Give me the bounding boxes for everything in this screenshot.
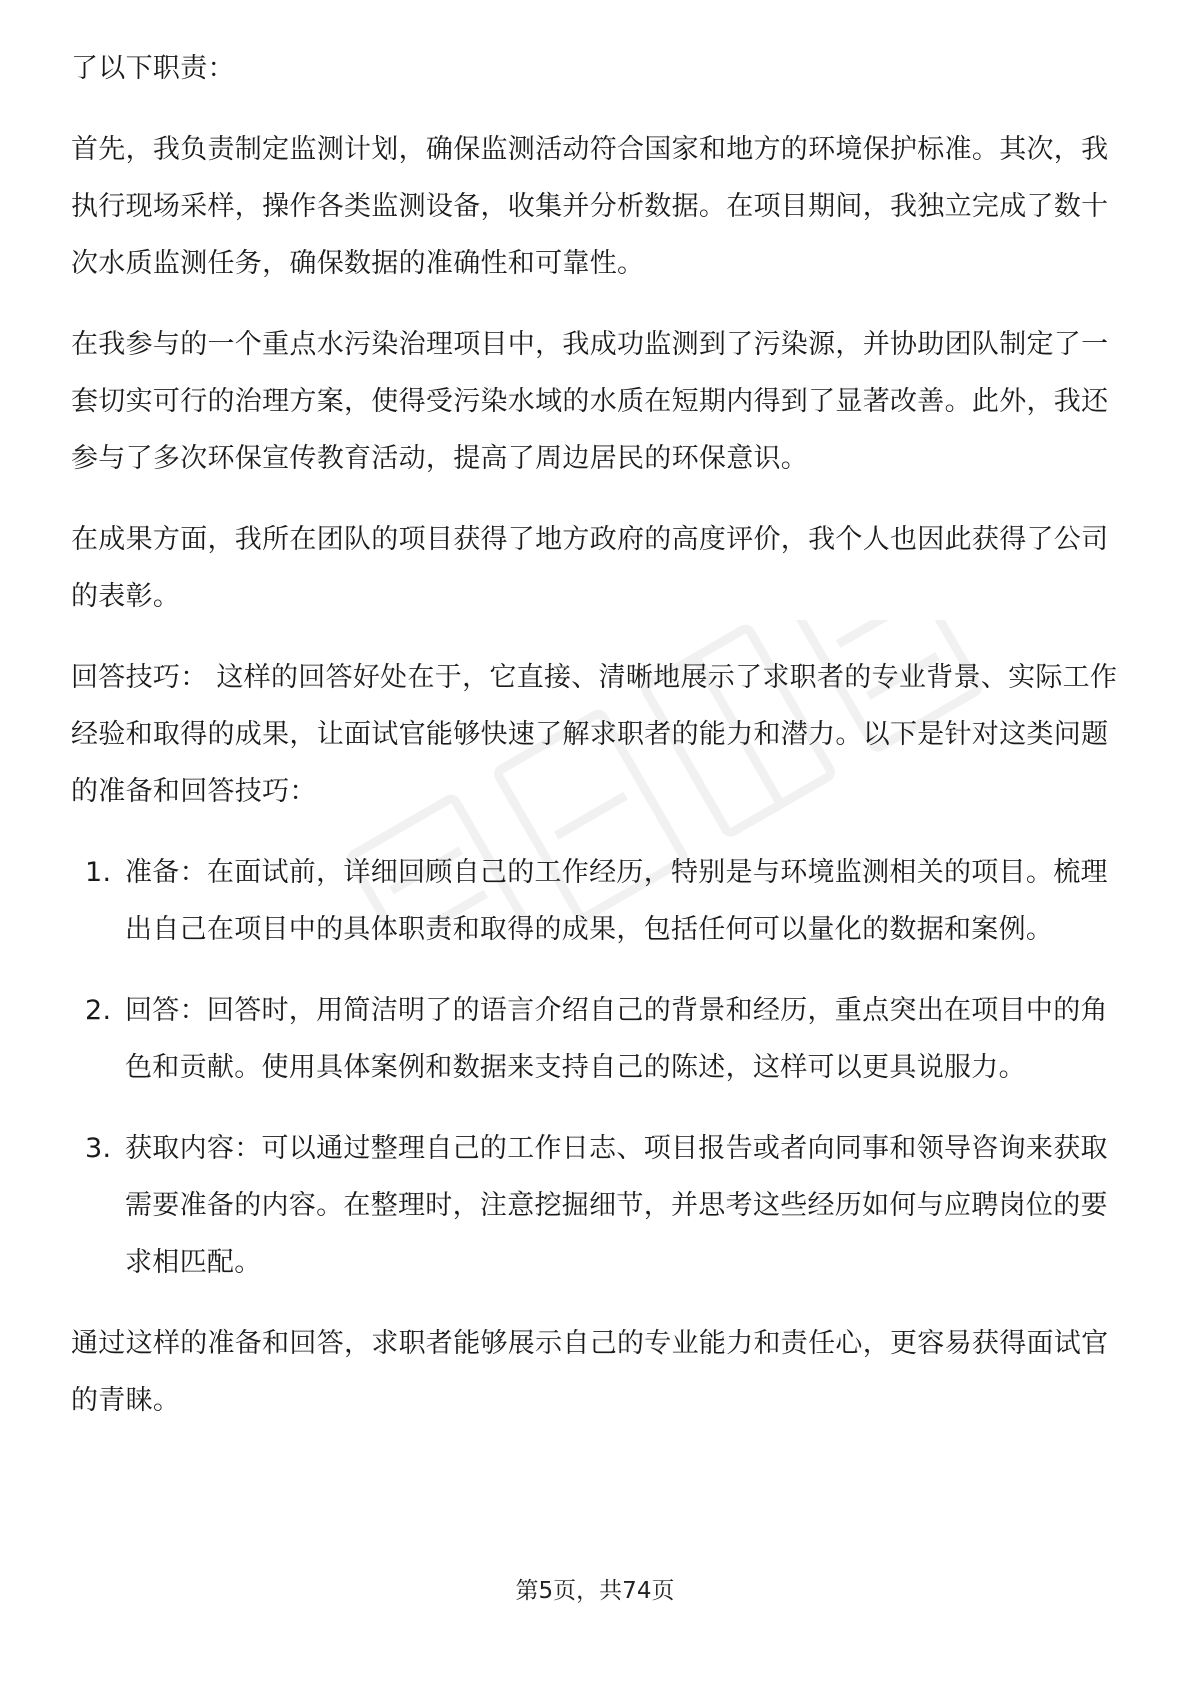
paragraph-tips: 回答技巧： 这样的回答好处在于，它直接、清晰地展示了求职者的专业背景、实际工作经验和取得的成果，让面试官能够快速了解求职者的能力和潜力。以下是针对这类问题的准备和回答技巧： bbox=[71, 662, 1118, 807]
list-item-text: 准备：在面试前，详细回顾自己的工作经历，特别是与环境监测相关的项目。梳理出自己在项目中的具体职责和取得的成果，包括任何可以量化的数据和案例。 bbox=[125, 857, 1108, 945]
list-item bbox=[71, 844, 1131, 958]
list-item-text: 获取内容：可以通过整理自己的工作日志、项目报告或者向同事和领导咨询来获取需要准备的内容。在整理时，注意挖掘细节，并思考这些经历如何与应聘岗位的要求相匹配。 bbox=[125, 1133, 1108, 1278]
paragraph-intro: 了以下职责： bbox=[71, 53, 235, 84]
page-number: 第5页，共74页 bbox=[515, 1578, 675, 1604]
list-item-text: 回答：回答时，用简洁明了的语言介绍自己的背景和经历，重点突出在项目中的角色和贡献。使用具体案例和数据来支持自己的陈述，这样可以更具说服力。 bbox=[125, 995, 1108, 1083]
list-item bbox=[71, 982, 1131, 1096]
tips-list bbox=[71, 844, 1131, 1291]
paragraph-closing: 通过这样的准备和回答，求职者能够展示自己的专业能力和责任心，更容易获得面试官的青睐。 bbox=[71, 1328, 1109, 1416]
paragraph-duties: 首先，我负责制定监测计划，确保监测活动符合国家和地方的环境保护标准。其次，我执行现场采样，操作各类监测设备，收集并分析数据。在项目期间，我独立完成了数十次水质监测任务，确保数据的准确性和可靠性。 bbox=[71, 134, 1109, 279]
list-item-number: 3. bbox=[85, 1133, 112, 1164]
list-item bbox=[71, 1120, 1131, 1291]
paragraph-results: 在成果方面，我所在团队的项目获得了地方政府的高度评价，我个人也因此获得了公司的表彰。 bbox=[71, 524, 1109, 612]
list-item-number: 1. bbox=[85, 857, 112, 888]
document-body bbox=[71, 40, 1131, 1453]
paragraph-project: 在我参与的一个重点水污染治理项目中，我成功监测到了污染源，并协助团队制定了一套切实可行的治理方案，使得受污染水域的水质在短期内得到了显著改善。此外，我还参与了多次环保宣传教育活动，提高了周边居民的环保意识。 bbox=[71, 329, 1109, 474]
list-item-number: 2. bbox=[85, 995, 112, 1026]
